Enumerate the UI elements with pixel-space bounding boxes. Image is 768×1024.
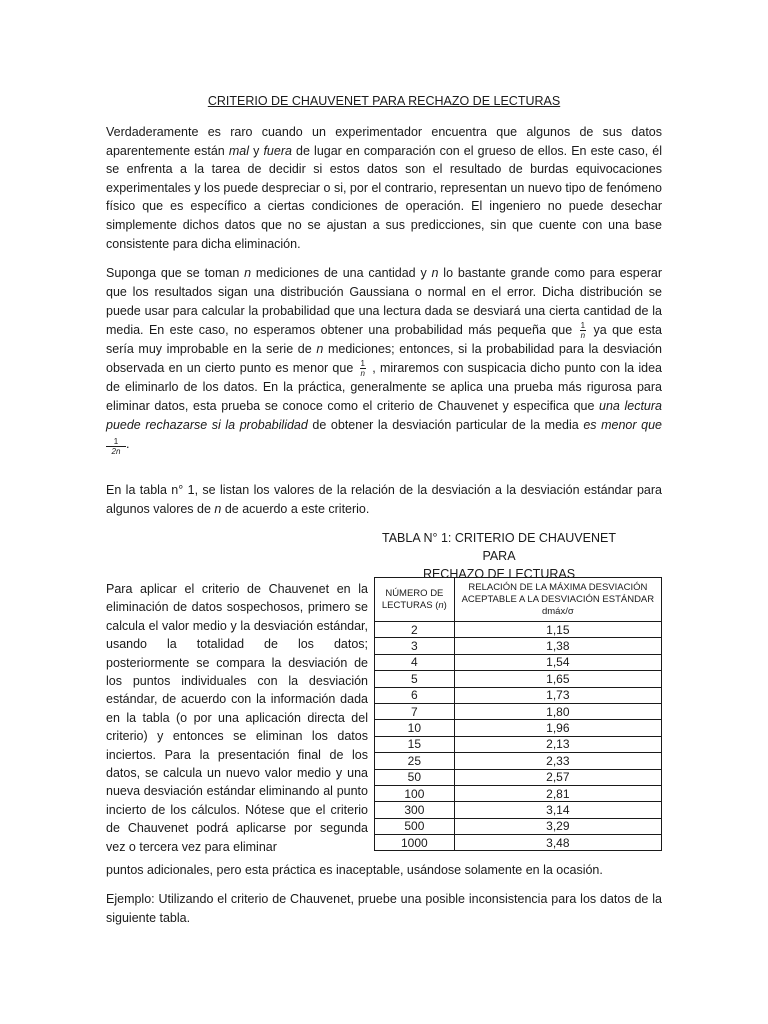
cell-n: 500 — [375, 818, 455, 834]
table-row — [375, 687, 662, 703]
chauvenet-table — [374, 577, 662, 851]
cell-n: 10 — [375, 720, 455, 736]
table-row — [375, 671, 662, 687]
cell-n: 4 — [375, 654, 455, 670]
header-number-of-readings: NÚMERO DE LECTURAS (n) — [375, 578, 455, 622]
fraction-1-over-2n: 1 2n — [106, 437, 126, 456]
cell-n: 7 — [375, 703, 455, 719]
table-row — [375, 638, 662, 654]
cell-n: 25 — [375, 753, 455, 769]
cell-n: 5 — [375, 671, 455, 687]
paragraph-procedure: Para aplicar el criterio de Chauvenet en la eliminación de datos sospechosos, primero se calcula el valor medio y la desviación estándar, usando la totalidad de los datos; posteriormente se compara la desviación de los puntos individuales con la desviación estándar, de acuerdo con la información dada en la tabla (o por una aplicación directa del criterio) y entonces se eliminan los datos inciertos. Para la presentación final de los datos, se calcula un nuevo valor medio y una nueva desviación estándar eliminando al punto incierto de los cálculos. Nótese que el criterio de Chauvenet podrá aplicarse por segunda vez o tercera vez para eliminar — [106, 582, 368, 854]
cell-ratio: 2,13 — [454, 736, 661, 752]
cell-n: 15 — [375, 736, 455, 752]
table-row — [375, 720, 662, 736]
table-row — [375, 736, 662, 752]
paragraph-intro: Verdaderamente es raro cuando un experimentador encuentra que algunos de sus datos aparentemente están mal y fuera de lugar en comparación con el grueso de ellos. En este caso, él se enfrenta a la tarea de decidir si estos datos son el resultado de burdas equivocaciones experimentales y los puede despreciar o si, por el contrario, representan un nuevo tipo de fenómeno físico que es específico a ciertas condiciones de operación. El ingeniero no puede desechar simplemente dichos datos que no se ajustan a sus predicciones, sin que cuente con una base consistente para dicha eliminación. — [106, 125, 662, 251]
table-row — [375, 835, 662, 851]
fraction-1-over-n: $\frac{1}{n}$ — [580, 321, 586, 341]
cell-n: 300 — [375, 802, 455, 818]
cell-ratio: 1,96 — [454, 720, 661, 736]
cell-ratio: 1,65 — [454, 671, 661, 687]
table-body — [375, 622, 662, 851]
document-title: CRITERIO DE CHAUVENET PARA RECHAZO DE LECTURAS — [207, 94, 561, 108]
cell-ratio: 1,38 — [454, 638, 661, 654]
cell-ratio: 3,29 — [454, 818, 661, 834]
table-row — [375, 753, 662, 769]
cell-ratio: 2,33 — [454, 753, 661, 769]
cell-n: 2 — [375, 622, 455, 638]
cell-ratio: 2,81 — [454, 785, 661, 801]
table-row — [375, 802, 662, 818]
cell-n: 100 — [375, 785, 455, 801]
cell-ratio: 2,57 — [454, 769, 661, 785]
table-row — [375, 654, 662, 670]
cell-ratio: 3,48 — [454, 835, 661, 851]
cell-ratio: 1,80 — [454, 703, 661, 719]
table-row — [375, 818, 662, 834]
paragraph-example: Ejemplo: Utilizando el criterio de Chauvenet, pruebe una posible inconsistencia para los datos de la siguiente tabla. — [106, 892, 662, 925]
cell-ratio: 1,73 — [454, 687, 661, 703]
table-row — [375, 622, 662, 638]
table-row — [375, 703, 662, 719]
cell-n: 1000 — [375, 835, 455, 851]
table-row — [375, 769, 662, 785]
table-row — [375, 785, 662, 801]
paragraph-table-intro: En la tabla n° 1, se listan los valores de la relación de la desviación a la desviación estándar para algunos valores de n de acuerdo a este criterio. — [106, 483, 662, 516]
paragraph-procedure-continued: puntos adicionales, pero esta práctica es inaceptable, usándose solamente en la ocasión. — [106, 863, 603, 877]
paragraph-criterion: Suponga que se toman n mediciones de una cantidad y n lo bastante grande como para esperar que los resultados sigan una distribución Gaussiana o normal en el error. Dicha distribución se puede usar para calcular la probabilidad que una lectura dada se desviará una cierta cantidad de la media. En este caso, no esperamos obtener una probabilidad más pequeña que $\frac{1}{n}$ ya que esta sería muy improbable en la serie de n mediciones; entonces, si la probabilidad para la desviación observada en un cierto punto es menor que $\frac{1}{n}$ , miraremos con suspicacia dicho punto con la idea de eliminarlo de los datos. En la práctica, generalmente se aplica una prueba más rigurosa para eliminar datos, esta prueba se conoce como el criterio de Chauvenet y especifica que una lectura puede rechazarse si la probabilidad de obtener la desviación particular de la media es menor que 1 2n . — [106, 266, 663, 457]
header-max-deviation-ratio: RELACIÓN DE LA MÁXIMA DESVIACIÓN ACEPTABLE A LA DESVIACIÓN ESTÁNDAR dmáx/σ — [454, 578, 661, 622]
cell-ratio: 1,15 — [454, 622, 661, 638]
table-caption: TABLA N° 1: CRITERIO DE CHAUVENET PARA RECHAZO DE LECTURAS — [382, 531, 616, 581]
cell-ratio: 3,14 — [454, 802, 661, 818]
cell-ratio: 1,54 — [454, 654, 661, 670]
fraction-1-over-n-second: $\frac{1}{n}$ — [360, 359, 365, 379]
cell-n: 6 — [375, 687, 455, 703]
cell-n: 50 — [375, 769, 455, 785]
cell-n: 3 — [375, 638, 455, 654]
